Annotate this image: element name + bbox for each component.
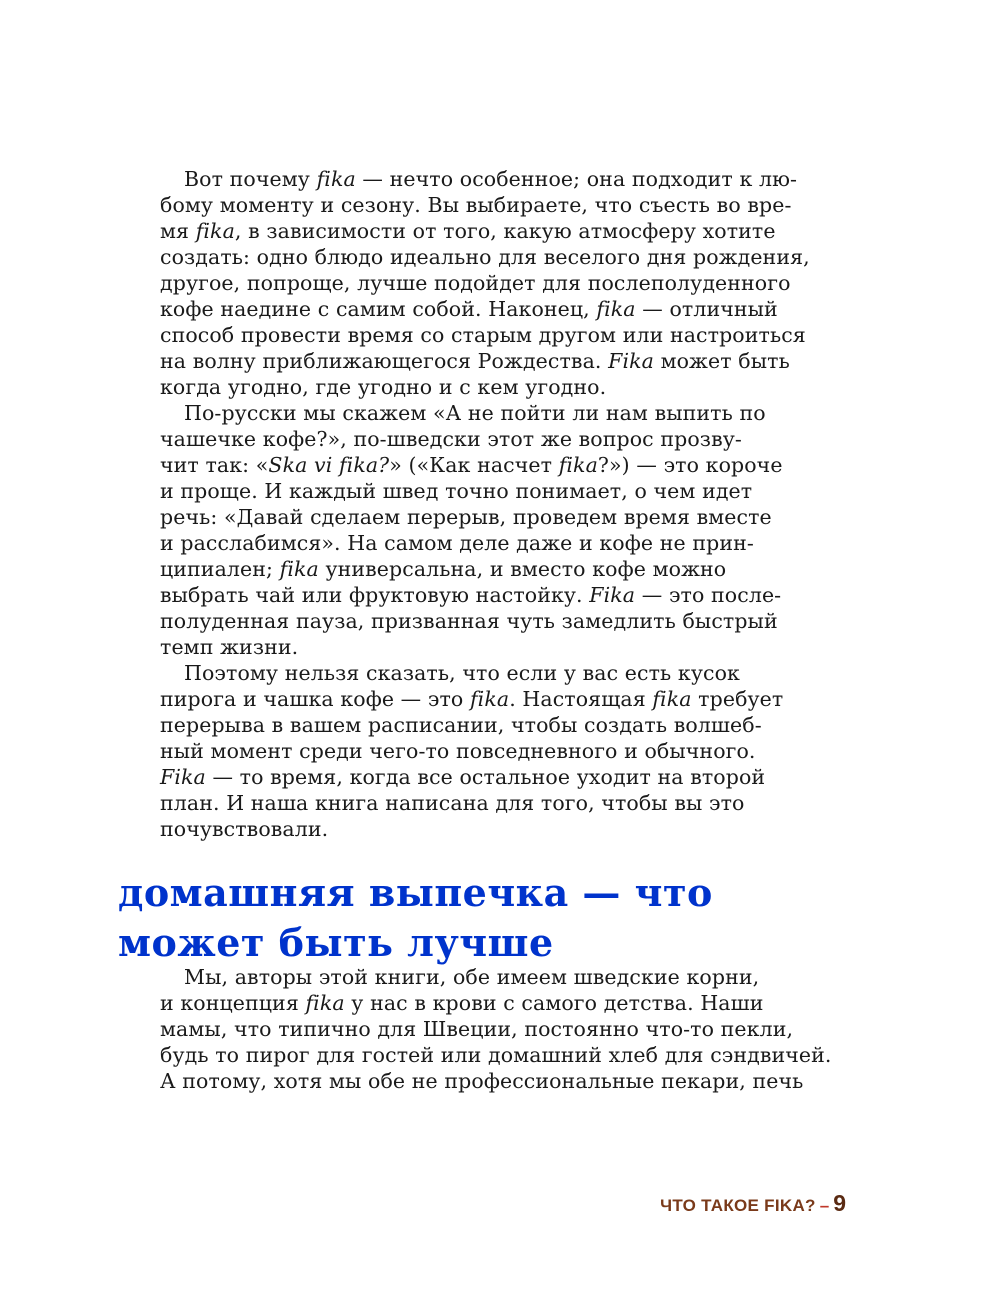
- text-line: мя fika, в зависимости от того, какую атмосферу хотите: [160, 219, 776, 243]
- text-line: темп жизни.: [160, 635, 299, 659]
- body-text-upper: [160, 166, 820, 842]
- text-line: полуденная пауза, призванная чуть замедлить быстрый: [160, 609, 778, 633]
- text-line: чашечке кофе?», по-шведски этот же вопрос прозву-: [160, 427, 742, 451]
- heading-line: домашняя выпечка — что: [118, 870, 713, 915]
- text-line: план. И наша книга написана для того, чтобы вы это: [160, 791, 745, 815]
- section-heading: [118, 868, 878, 968]
- text-line: и проще. И каждый швед точно понимает, о чем идет: [160, 479, 753, 503]
- text-line: мамы, что типично для Швеции, постоянно что-то пекли,: [160, 1017, 794, 1041]
- body-text-lower: [160, 964, 832, 1094]
- text-line: когда угодно, где угодно и с кем угодно.: [160, 375, 607, 399]
- text-line: А потому, хотя мы обе не профессиональные пекари, печь: [160, 1069, 804, 1093]
- text-line: почувствовали.: [160, 817, 329, 841]
- text-line: ный момент среди чего-то повседневного и обычного.: [160, 739, 756, 763]
- text-line: чит так: «Ska vi fika?» («Как насчет fika?») — это короче: [160, 453, 783, 477]
- page-footer: [660, 1190, 846, 1217]
- text-line: перерыва в вашем расписании, чтобы создать волшеб-: [160, 713, 762, 737]
- text-line: бому моменту и сезону. Вы выбираете, что съесть во вре-: [160, 193, 792, 217]
- text-line: способ провести время со старым другом или настроиться: [160, 323, 806, 347]
- text-line: По-русски мы скажем «А не пойти ли нам выпить по: [184, 401, 766, 425]
- text-line: речь: «Давай сделаем перерыв, проведем время вместе: [160, 505, 772, 529]
- text-line: и расслабимся». На самом деле даже и кофе не прин-: [160, 531, 754, 555]
- running-head: ЧТО ТАКОЕ FIKA?: [660, 1196, 816, 1215]
- text-line: будь то пирог для гостей или домашний хлеб для сэндвичей.: [160, 1043, 832, 1067]
- footer-dash: –: [819, 1196, 830, 1215]
- text-line: и концепция fika у нас в крови с самого детства. Наши: [160, 991, 764, 1015]
- text-line: Поэтому нельзя сказать, что если у вас есть кусок: [184, 661, 740, 685]
- text-line: создать: одно блюдо идеально для веселого дня рождения,: [160, 245, 810, 269]
- page-number: 9: [833, 1190, 846, 1216]
- text-line: на волну приближающегося Рождества. Fika может быть: [160, 349, 790, 373]
- text-line: кофе наедине с самим собой. Наконец, fika — отличный: [160, 297, 778, 321]
- text-line: Мы, авторы этой книги, обе имеем шведские корни,: [184, 965, 760, 989]
- heading-line: может быть лучше: [118, 920, 554, 965]
- text-line: выбрать чай или фруктовую настойку. Fika — это после-: [160, 583, 782, 607]
- text-line: Fika — то время, когда все остальное уходит на второй: [160, 765, 766, 789]
- text-line: пирога и чашка кофе — это fika. Настоящая fika требует: [160, 687, 784, 711]
- text-line: ципиален; fika универсальна, и вместо кофе можно: [160, 557, 727, 581]
- text-line: Вот почему fika — нечто особенное; она подходит к лю-: [184, 167, 798, 191]
- text-line: другое, попроще, лучше подойдет для послеполуденного: [160, 271, 791, 295]
